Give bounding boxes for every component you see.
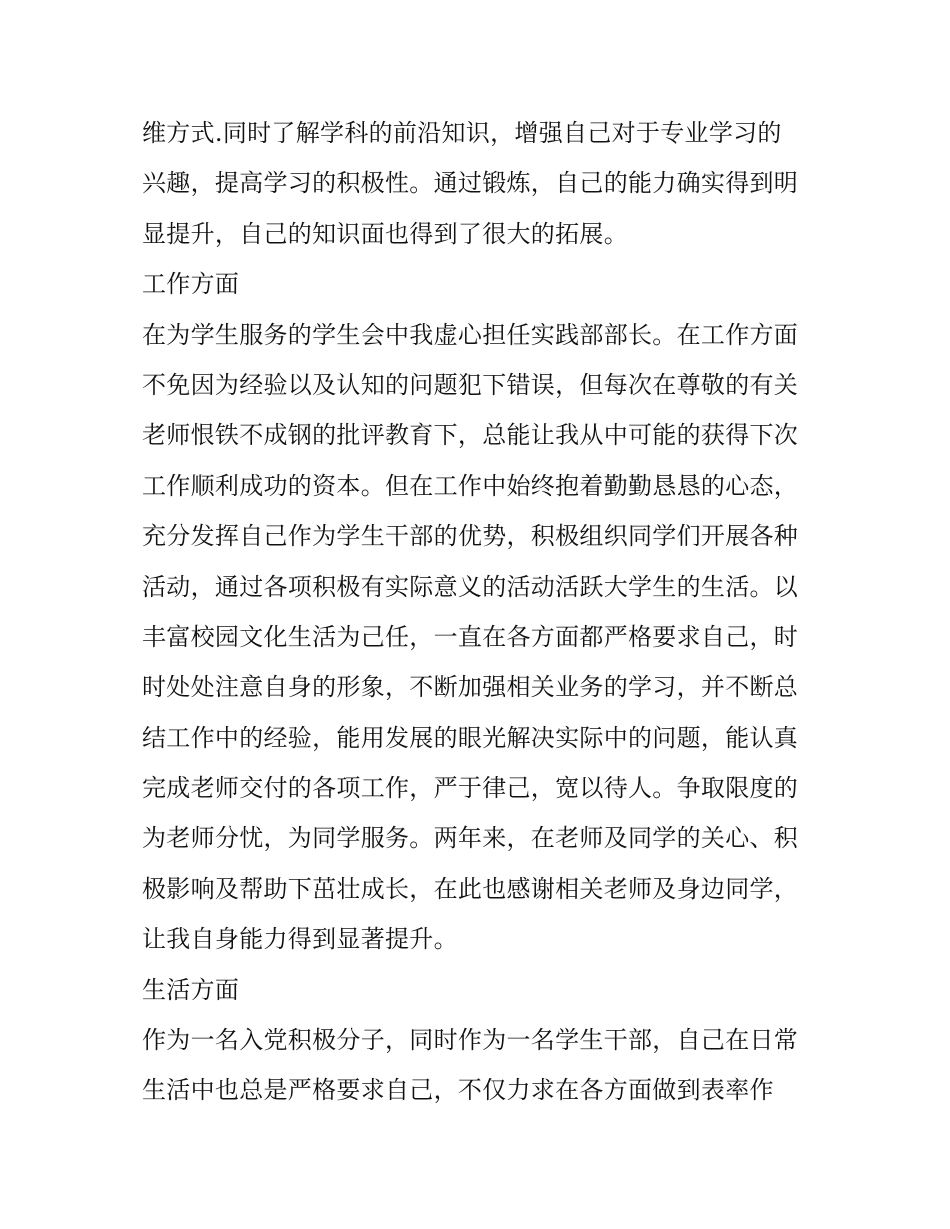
body-line-1: 维方式.同时了解学科的前沿知识，增强自己对于专业学习的 — [142, 119, 782, 147]
body-line-8: 工作顺利成功的资本。但在工作中始终抱着勤勤恳恳的心态， — [142, 471, 799, 500]
body-line-13: 结工作中的经验，能用发展的眼光解决实际中的问题，能认真 — [142, 723, 799, 752]
body-line-16: 极影响及帮助下茁壮成长，在此也感谢相关老师及身边同学， — [142, 874, 799, 903]
body-line-9: 充分发挥自己作为学生干部的优势，积极组织同学们开展各种 — [142, 522, 799, 551]
body-line-12: 时处处注意自身的形象，不断加强相关业务的学习，并不断总 — [142, 673, 799, 702]
section-heading-life: 生活方面 — [142, 975, 240, 1004]
body-line-3: 显提升，自己的知识面也得到了很大的拓展。 — [142, 219, 628, 248]
body-line-19: 作为一名入党积极分子，同时作为一名学生干部，自己在日常 — [142, 1026, 799, 1055]
body-line-15: 为老师分忧，为同学服务。两年来，在老师及同学的关心、积 — [142, 824, 799, 853]
body-line-10: 活动，通过各项积极有实际意义的活动活跃大学生的生活。以 — [142, 572, 799, 601]
body-line-6: 不免因为经验以及认知的问题犯下错误，但每次在尊敬的有关 — [142, 370, 799, 399]
body-line-2: 兴趣，提高学习的积极性。通过锻炼，自己的能力确实得到明 — [142, 169, 799, 198]
body-line-7: 老师恨铁不成钢的批评教育下，总能让我从中可能的获得下次 — [142, 421, 799, 450]
body-line-11: 丰富校园文化生活为己任，一直在各方面都严格要求自己，时 — [142, 622, 799, 651]
document-body — [142, 108, 832, 1116]
body-line-20: 生活中也总是严格要求自己，不仅力求在各方面做到表率作 — [142, 1076, 774, 1105]
section-heading-work: 工作方面 — [142, 270, 240, 299]
body-line-17: 让我自身能力得到显著提升。 — [142, 925, 458, 954]
body-line-14: 完成老师交付的各项工作，严于律己，宽以待人。争取限度的 — [142, 774, 799, 803]
body-line-5: 在为学生服务的学生会中我虚心担任实践部部长。在工作方面 — [142, 320, 799, 349]
